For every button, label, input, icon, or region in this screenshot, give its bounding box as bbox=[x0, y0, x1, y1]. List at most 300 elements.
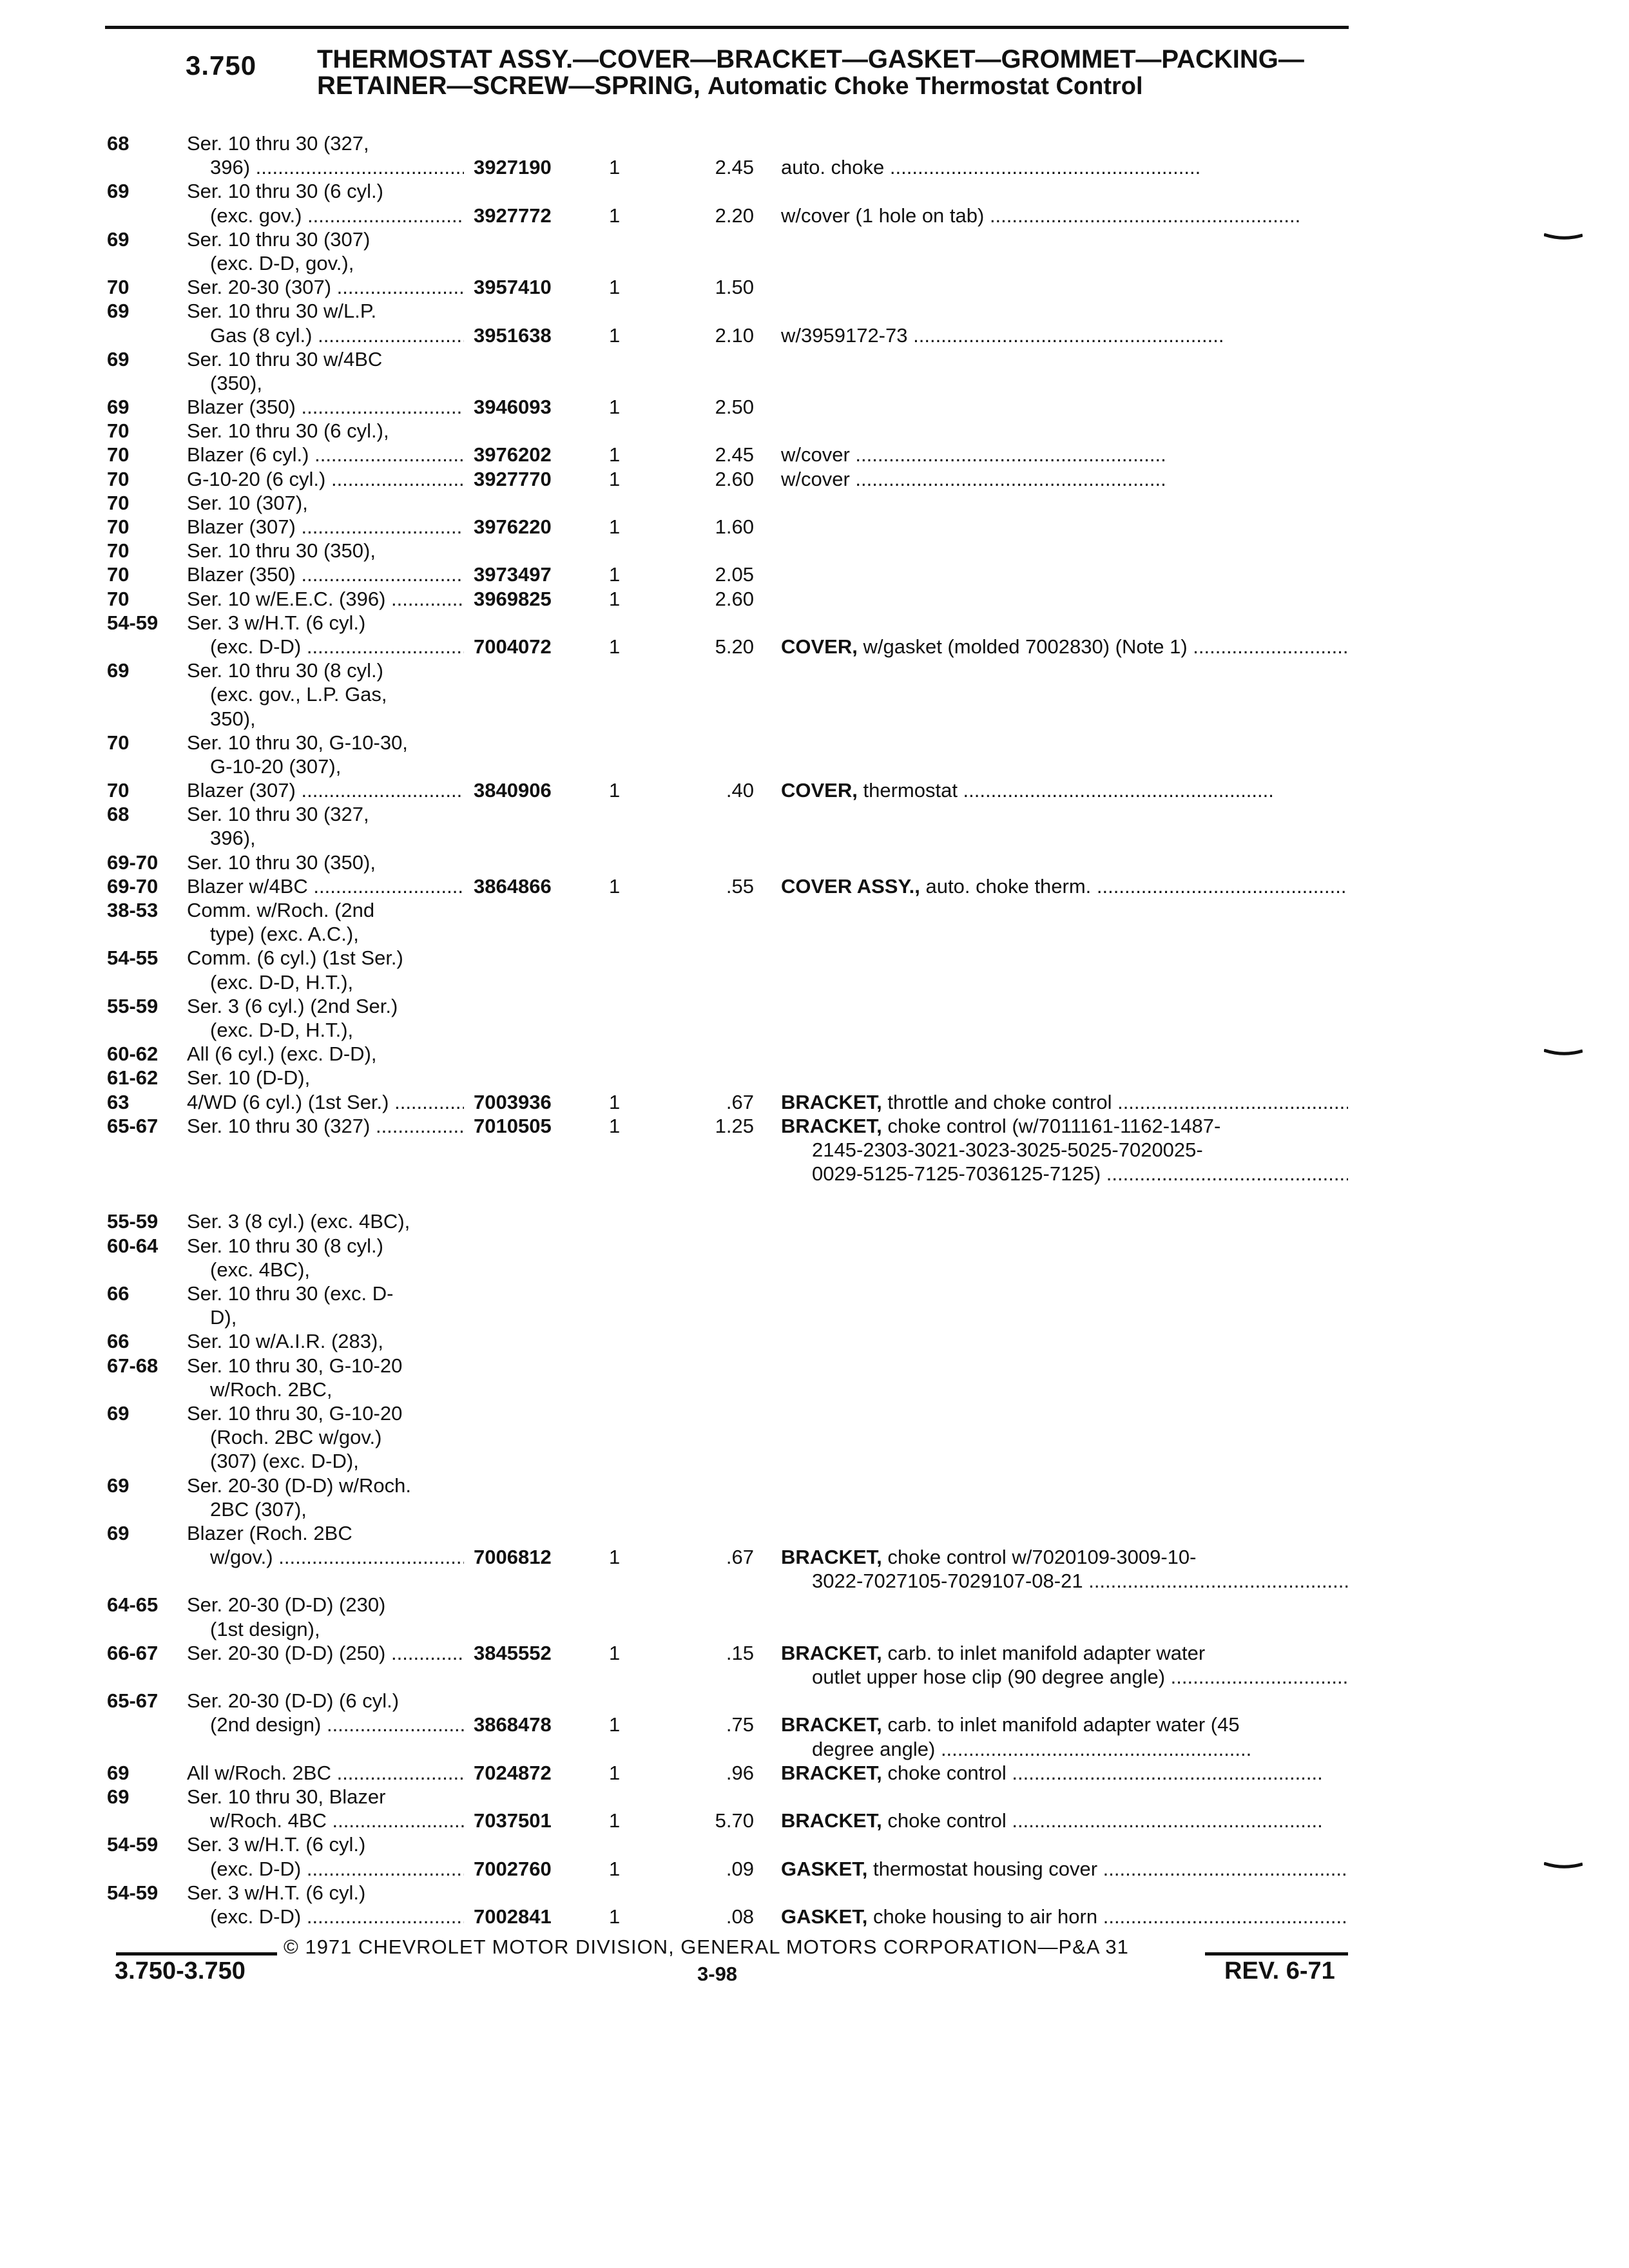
model-year: 66-67 bbox=[107, 1641, 159, 1664]
part-remarks bbox=[781, 1857, 1348, 1881]
part-remarks bbox=[781, 1114, 1348, 1138]
usage-description: Ser. 10 thru 30 (327, bbox=[187, 132, 369, 155]
quantity: 1 bbox=[609, 515, 621, 538]
part-number: 7037501 bbox=[474, 1809, 552, 1832]
usage-description: Ser. 10 thru 30 (6 cyl.), bbox=[187, 419, 389, 443]
usage-description: 396) ..... bbox=[210, 155, 464, 179]
parts-row bbox=[0, 731, 1629, 754]
quantity: 1 bbox=[609, 204, 621, 227]
parts-row bbox=[0, 1066, 1629, 1090]
quantity: 1 bbox=[609, 779, 621, 802]
usage-description: Ser. 10 thru 30, Blazer bbox=[187, 1785, 386, 1808]
model-year: 70 bbox=[107, 539, 130, 562]
part-remarks bbox=[781, 1809, 1348, 1832]
price: .08 bbox=[726, 1905, 754, 1928]
part-remarks bbox=[781, 323, 1348, 347]
part-name: GASKET, bbox=[781, 1905, 868, 1928]
part-remarks bbox=[781, 467, 1348, 491]
usage-description: Ser. 10 thru 30 (327) ..... bbox=[187, 1114, 464, 1138]
parts-row bbox=[0, 802, 1629, 826]
price: 2.45 bbox=[715, 443, 754, 466]
parts-row bbox=[0, 515, 1629, 539]
usage-description: (exc. gov., L.P. Gas, bbox=[210, 683, 387, 706]
part-remarks bbox=[781, 778, 1348, 802]
model-year: 69 bbox=[107, 1761, 130, 1784]
remark-text: 3022-7027105-7029107-08-21 bbox=[812, 1570, 1083, 1593]
usage-description: Ser. 10 (D-D), bbox=[187, 1066, 311, 1090]
model-year: 69 bbox=[107, 1401, 130, 1425]
part-number: 3927190 bbox=[474, 156, 552, 179]
quantity: 1 bbox=[609, 1809, 621, 1832]
remark-text: thermostat bbox=[863, 779, 958, 802]
usage-description: Ser. 10 (307), bbox=[187, 491, 308, 514]
parts-row bbox=[0, 1090, 1629, 1114]
model-year: 38-53 bbox=[107, 899, 159, 921]
quantity: 1 bbox=[609, 1857, 621, 1880]
usage-description: Ser. 10 thru 30, G-10-20 bbox=[187, 1354, 403, 1377]
model-year: 69-70 bbox=[107, 850, 159, 874]
remark-text: w/cover bbox=[781, 443, 850, 466]
remark-text: w/cover (1 hole on tab) bbox=[781, 204, 985, 227]
remark-text: auto. choke bbox=[781, 156, 885, 179]
model-year: 69 bbox=[107, 227, 130, 251]
model-year: 54-59 bbox=[107, 611, 159, 634]
usage-description: Blazer (Roch. 2BC bbox=[187, 1521, 352, 1544]
price: .67 bbox=[726, 1090, 754, 1113]
parts-row bbox=[0, 1713, 1629, 1736]
usage-description: Blazer w/4BC ..... bbox=[187, 874, 464, 898]
page-number: 3-98 bbox=[697, 1963, 738, 1985]
remark-text: choke housing to air horn bbox=[872, 1905, 1098, 1928]
parts-row bbox=[0, 658, 1629, 682]
price: 5.70 bbox=[715, 1809, 754, 1832]
part-remarks bbox=[781, 155, 1348, 179]
price: .55 bbox=[726, 874, 754, 898]
usage-description: Ser. 10 thru 30 (327, bbox=[187, 803, 369, 826]
part-name: COVER, bbox=[781, 635, 858, 658]
parts-row bbox=[0, 275, 1629, 299]
remark-text: carb. to inlet manifold adapter water bbox=[887, 1641, 1206, 1664]
usage-description: Ser. 3 w/H.T. (6 cyl.) bbox=[187, 1833, 366, 1856]
parts-row bbox=[0, 1617, 1629, 1641]
parts-row bbox=[0, 874, 1629, 898]
price: 5.20 bbox=[715, 635, 754, 658]
parts-row bbox=[0, 562, 1629, 586]
quantity: 1 bbox=[609, 396, 621, 419]
parts-row bbox=[0, 778, 1629, 802]
price: 2.60 bbox=[715, 467, 754, 490]
binding-mark bbox=[1544, 1862, 1583, 1867]
parts-row bbox=[0, 299, 1629, 323]
model-year: 54-55 bbox=[107, 947, 159, 970]
usage-description: (exc. 4BC), bbox=[210, 1258, 311, 1281]
usage-description: Blazer (350) ..... bbox=[187, 395, 464, 419]
remark-text: carb. to inlet manifold adapter water (45 bbox=[887, 1713, 1240, 1736]
model-year: 70 bbox=[107, 419, 130, 443]
footer-rule-left bbox=[116, 1952, 277, 1956]
parts-row bbox=[0, 1234, 1629, 1258]
price: 2.05 bbox=[715, 563, 754, 586]
usage-description: Ser. 10 thru 30 (8 cyl.) bbox=[187, 659, 383, 682]
model-year: 68 bbox=[107, 803, 130, 826]
parts-row bbox=[0, 1329, 1629, 1353]
parts-row bbox=[0, 1785, 1629, 1809]
usage-description: Ser. 10 thru 30 (6 cyl.) bbox=[187, 180, 383, 203]
parts-row bbox=[0, 1258, 1629, 1282]
price: 1.50 bbox=[715, 276, 754, 299]
usage-description: (2nd design) ..... bbox=[210, 1713, 464, 1736]
usage-description: Ser. 10 thru 30, G-10-20 bbox=[187, 1401, 403, 1425]
parts-row bbox=[0, 1401, 1629, 1425]
part-remarks bbox=[781, 1545, 1348, 1569]
parts-row bbox=[0, 1497, 1629, 1521]
parts-row bbox=[0, 1593, 1629, 1617]
parts-row bbox=[0, 155, 1629, 179]
parts-row bbox=[0, 970, 1629, 994]
section-title-tail: Automatic Choke Thermostat Control bbox=[707, 73, 1143, 100]
parts-row bbox=[0, 491, 1629, 515]
model-year: 69 bbox=[107, 659, 130, 682]
price: 2.50 bbox=[715, 396, 754, 419]
usage-description: (350), bbox=[210, 371, 262, 394]
quantity: 1 bbox=[609, 563, 621, 586]
usage-description: Ser. 10 thru 30 (350), bbox=[187, 850, 376, 874]
parts-row bbox=[0, 1042, 1629, 1066]
usage-description: Ser. 3 w/H.T. (6 cyl.) bbox=[187, 611, 366, 634]
remark-text: choke control bbox=[887, 1809, 1007, 1832]
binding-mark bbox=[1544, 233, 1583, 238]
usage-description: G-10-20 (6 cyl.) ..... bbox=[187, 467, 464, 491]
part-name: BRACKET, bbox=[781, 1641, 882, 1664]
part-number: 7002841 bbox=[474, 1905, 552, 1928]
parts-row bbox=[0, 227, 1629, 251]
parts-row bbox=[0, 1162, 1629, 1186]
part-number: 7004072 bbox=[474, 635, 552, 658]
part-number: 3840906 bbox=[474, 779, 552, 802]
remark-text: w/3959172-73 bbox=[781, 323, 908, 347]
model-year: 69 bbox=[107, 180, 130, 203]
parts-row bbox=[0, 1569, 1629, 1593]
parts-row bbox=[0, 1881, 1629, 1905]
remark-text: choke control w/7020109-3009-10- bbox=[887, 1546, 1197, 1569]
part-number: 3927772 bbox=[474, 204, 552, 227]
usage-description: Blazer (307) ..... bbox=[187, 515, 464, 539]
parts-row bbox=[0, 1282, 1629, 1305]
parts-row bbox=[0, 1641, 1629, 1665]
parts-row bbox=[0, 1378, 1629, 1401]
usage-description: (307) (exc. D-D), bbox=[210, 1450, 359, 1473]
part-name: GASKET, bbox=[781, 1857, 868, 1880]
parts-row bbox=[0, 587, 1629, 611]
part-remarks bbox=[781, 1090, 1348, 1114]
usage-description: Ser. 10 w/A.I.R. (283), bbox=[187, 1330, 383, 1353]
quantity: 1 bbox=[609, 1546, 621, 1569]
remark-text: outlet upper hose clip (90 degree angle) bbox=[812, 1666, 1166, 1688]
usage-description: D), bbox=[210, 1306, 237, 1329]
usage-description: type) (exc. A.C.), bbox=[210, 923, 359, 946]
model-year: 55-59 bbox=[107, 994, 159, 1017]
parts-row bbox=[0, 850, 1629, 874]
copyright-line: © 1971 CHEVROLET MOTOR DIVISION, GENERAL MOTORS CORPORATION—P&A 31 bbox=[284, 1936, 1129, 1958]
part-number: 3976202 bbox=[474, 443, 552, 466]
part-number: 7003936 bbox=[474, 1090, 552, 1113]
quantity: 1 bbox=[609, 276, 621, 299]
top-rule bbox=[105, 26, 1349, 29]
parts-row bbox=[0, 443, 1629, 466]
model-year: 70 bbox=[107, 731, 130, 754]
usage-description: (exc. D-D, H.T.), bbox=[210, 970, 354, 994]
parts-row bbox=[0, 251, 1629, 275]
usage-description: w/gov.) ..... bbox=[210, 1545, 464, 1569]
usage-description: (exc. gov.) ..... bbox=[210, 204, 464, 227]
model-year: 65-67 bbox=[107, 1114, 159, 1137]
part-remarks bbox=[812, 1665, 1348, 1689]
parts-row bbox=[0, 204, 1629, 227]
usage-description: 4/WD (6 cyl.) (1st Ser.) ..... bbox=[187, 1090, 464, 1114]
quantity: 1 bbox=[609, 1114, 621, 1137]
parts-row bbox=[0, 1521, 1629, 1545]
usage-description: (Roch. 2BC w/gov.) bbox=[210, 1426, 382, 1449]
parts-row bbox=[0, 1449, 1629, 1473]
parts-row bbox=[0, 1138, 1629, 1162]
part-number: 7010505 bbox=[474, 1114, 552, 1137]
parts-row bbox=[0, 1737, 1629, 1761]
parts-row bbox=[0, 754, 1629, 778]
parts-row bbox=[0, 131, 1629, 155]
section-title bbox=[317, 46, 1348, 100]
quantity: 1 bbox=[609, 443, 621, 466]
part-number: 3845552 bbox=[474, 1641, 552, 1664]
quantity: 1 bbox=[609, 1905, 621, 1928]
part-name: COVER ASSY., bbox=[781, 874, 920, 898]
usage-description: Ser. 10 w/E.E.C. (396) ..... bbox=[187, 587, 464, 611]
usage-description: G-10-20 (307), bbox=[210, 754, 342, 778]
parts-row bbox=[0, 1545, 1629, 1569]
remark-text: choke control bbox=[887, 1761, 1007, 1784]
parts-row bbox=[0, 826, 1629, 850]
quantity: 1 bbox=[609, 1641, 621, 1664]
parts-row bbox=[0, 1474, 1629, 1497]
model-year: 70 bbox=[107, 779, 130, 802]
quantity: 1 bbox=[609, 323, 621, 347]
part-remarks bbox=[781, 1761, 1348, 1785]
usage-description: (exc. D-D, H.T.), bbox=[210, 1018, 354, 1041]
model-year: 54-59 bbox=[107, 1833, 159, 1856]
parts-row bbox=[0, 1209, 1629, 1233]
price: 1.25 bbox=[715, 1114, 754, 1137]
model-year: 70 bbox=[107, 587, 130, 610]
price: .15 bbox=[726, 1641, 754, 1664]
parts-list bbox=[0, 131, 1629, 1928]
parts-row bbox=[0, 682, 1629, 706]
quantity: 1 bbox=[609, 1090, 621, 1113]
model-year: 60-62 bbox=[107, 1043, 159, 1066]
usage-description: Ser. 10 thru 30 (exc. D- bbox=[187, 1282, 394, 1305]
part-remarks bbox=[781, 1641, 1348, 1665]
parts-row bbox=[0, 635, 1629, 658]
parts-row bbox=[0, 1689, 1629, 1713]
usage-description: 350), bbox=[210, 707, 256, 730]
parts-row bbox=[0, 419, 1629, 443]
remark-text: thermostat housing cover bbox=[872, 1857, 1098, 1880]
model-year: 70 bbox=[107, 491, 130, 514]
part-remarks bbox=[812, 1737, 1348, 1761]
model-year: 55-59 bbox=[107, 1210, 159, 1233]
model-year: 64-65 bbox=[107, 1593, 159, 1617]
part-name: BRACKET, bbox=[781, 1761, 882, 1784]
price: .96 bbox=[726, 1761, 754, 1784]
parts-row bbox=[0, 611, 1629, 635]
parts-row bbox=[0, 922, 1629, 946]
usage-description: Ser. 3 w/H.T. (6 cyl.) bbox=[187, 1881, 366, 1904]
model-year: 68 bbox=[107, 132, 130, 155]
model-year: 69 bbox=[107, 1521, 130, 1544]
parts-row bbox=[0, 371, 1629, 395]
quantity: 1 bbox=[609, 1713, 621, 1736]
model-year: 69-70 bbox=[107, 874, 159, 898]
usage-description: Ser. 3 (6 cyl.) (2nd Ser.) bbox=[187, 994, 398, 1017]
revision-label: REV. 6-71 bbox=[1224, 1957, 1335, 1984]
parts-row bbox=[0, 994, 1629, 1018]
parts-row bbox=[0, 946, 1629, 970]
parts-row bbox=[0, 1832, 1629, 1856]
price: .75 bbox=[726, 1713, 754, 1736]
part-number: 3976220 bbox=[474, 515, 552, 538]
usage-description: Ser. 10 thru 30 (350), bbox=[187, 539, 376, 562]
part-remarks bbox=[781, 635, 1348, 658]
usage-description: Ser. 20-30 (307) ..... bbox=[187, 275, 464, 299]
price: 2.60 bbox=[715, 587, 754, 610]
usage-description: w/Roch. 2BC, bbox=[210, 1378, 333, 1401]
usage-description: Blazer (350) ..... bbox=[187, 562, 464, 586]
price: 2.45 bbox=[715, 156, 754, 179]
footer-rule-right bbox=[1205, 1952, 1348, 1956]
model-year: 66 bbox=[107, 1330, 130, 1353]
quantity: 1 bbox=[609, 635, 621, 658]
usage-description: Ser. 20-30 (D-D) (6 cyl.) bbox=[187, 1689, 400, 1713]
remark-text: w/gasket (molded 7002830) (Note 1) bbox=[863, 635, 1188, 658]
quantity: 1 bbox=[609, 467, 621, 490]
remark-text: throttle and choke control bbox=[887, 1090, 1112, 1113]
parts-row bbox=[0, 707, 1629, 731]
quantity: 1 bbox=[609, 587, 621, 610]
usage-description: All w/Roch. 2BC ..... bbox=[187, 1761, 464, 1785]
parts-row bbox=[0, 1186, 1629, 1209]
part-number: 7006812 bbox=[474, 1546, 552, 1569]
usage-description: Blazer (6 cyl.) ..... bbox=[187, 443, 464, 466]
usage-description: Ser. 3 (8 cyl.) (exc. 4BC), bbox=[187, 1210, 410, 1233]
usage-description: Ser. 10 thru 30, G-10-30, bbox=[187, 731, 408, 754]
usage-description: w/Roch. 4BC ..... bbox=[210, 1809, 464, 1832]
section-range: 3.750-3.750 bbox=[115, 1957, 246, 1984]
usage-description: Ser. 10 thru 30 (307) bbox=[187, 227, 371, 251]
model-year: 66 bbox=[107, 1282, 130, 1305]
part-name: BRACKET, bbox=[781, 1713, 882, 1736]
part-number: 7002760 bbox=[474, 1857, 552, 1880]
quantity: 1 bbox=[609, 1761, 621, 1784]
usage-description: 2BC (307), bbox=[210, 1497, 307, 1521]
parts-row bbox=[0, 1114, 1629, 1138]
model-year: 67-68 bbox=[107, 1354, 159, 1377]
part-number: 3973497 bbox=[474, 563, 552, 586]
parts-row bbox=[0, 323, 1629, 347]
section-number: 3.750 bbox=[186, 50, 257, 81]
part-remarks bbox=[781, 1905, 1348, 1928]
price: 2.10 bbox=[715, 323, 754, 347]
parts-row bbox=[0, 1857, 1629, 1881]
remark-text: w/cover bbox=[781, 467, 850, 490]
parts-row bbox=[0, 1018, 1629, 1042]
parts-row bbox=[0, 1305, 1629, 1329]
model-year: 54-59 bbox=[107, 1881, 159, 1904]
parts-row bbox=[0, 1425, 1629, 1449]
part-name: BRACKET, bbox=[781, 1114, 882, 1137]
model-year: 70 bbox=[107, 563, 130, 586]
part-name: BRACKET, bbox=[781, 1090, 882, 1113]
usage-description: Blazer (307) ..... bbox=[187, 778, 464, 802]
part-number: 3864866 bbox=[474, 874, 552, 898]
model-year: 70 bbox=[107, 443, 130, 466]
usage-description: All (6 cyl.) (exc. D-D), bbox=[187, 1043, 377, 1066]
usage-description: Ser. 10 thru 30 w/L.P. bbox=[187, 300, 377, 323]
usage-description: (exc. D-D, gov.), bbox=[210, 251, 354, 274]
usage-description: Comm. (6 cyl.) (1st Ser.) bbox=[187, 947, 403, 970]
remark-text: degree angle) bbox=[812, 1737, 936, 1760]
part-remarks bbox=[781, 874, 1348, 898]
quantity: 1 bbox=[609, 874, 621, 898]
part-remarks bbox=[781, 1713, 1348, 1736]
model-year: 69 bbox=[107, 1474, 130, 1497]
parts-row bbox=[0, 1665, 1629, 1689]
model-year: 69 bbox=[107, 396, 130, 419]
model-year: 63 bbox=[107, 1090, 130, 1113]
binding-mark bbox=[1544, 1049, 1583, 1054]
usage-description: Ser. 10 thru 30 (8 cyl.) bbox=[187, 1234, 383, 1257]
model-year: 69 bbox=[107, 347, 130, 370]
usage-description: (exc. D-D) ..... bbox=[210, 635, 464, 658]
model-year: 69 bbox=[107, 300, 130, 323]
part-remarks bbox=[781, 204, 1348, 227]
parts-row bbox=[0, 1354, 1629, 1378]
model-year: 60-64 bbox=[107, 1234, 159, 1257]
part-name: COVER, bbox=[781, 779, 858, 802]
part-name: BRACKET, bbox=[781, 1546, 882, 1569]
part-number: 7024872 bbox=[474, 1761, 552, 1784]
model-year: 69 bbox=[107, 1785, 130, 1808]
model-year: 70 bbox=[107, 276, 130, 299]
part-remarks bbox=[812, 1162, 1348, 1186]
part-remarks bbox=[781, 443, 1348, 466]
price: .67 bbox=[726, 1546, 754, 1569]
usage-description: (1st design), bbox=[210, 1617, 320, 1640]
parts-row bbox=[0, 467, 1629, 491]
usage-description: (exc. D-D) ..... bbox=[210, 1905, 464, 1928]
parts-row bbox=[0, 1761, 1629, 1785]
part-name: BRACKET, bbox=[781, 1809, 882, 1832]
remark-text: auto. choke therm. bbox=[925, 874, 1092, 898]
usage-description: Gas (8 cyl.) ..... bbox=[210, 323, 464, 347]
parts-row bbox=[0, 1809, 1629, 1832]
part-remarks bbox=[812, 1569, 1348, 1593]
model-year: 70 bbox=[107, 467, 130, 490]
part-number: 3927770 bbox=[474, 467, 552, 490]
part-number: 3868478 bbox=[474, 1713, 552, 1736]
remark-text: 2145-2303-3021-3023-3025-5025-7020025- bbox=[812, 1138, 1203, 1161]
price: .40 bbox=[726, 779, 754, 802]
usage-description: Comm. w/Roch. (2nd bbox=[187, 899, 375, 921]
part-number: 3946093 bbox=[474, 396, 552, 419]
section-title-main: THERMOSTAT ASSY.—COVER—BRACKET—GASKET—GROMMET—PACKING—RETAINER—SCREW—SPRING, bbox=[317, 45, 1304, 100]
